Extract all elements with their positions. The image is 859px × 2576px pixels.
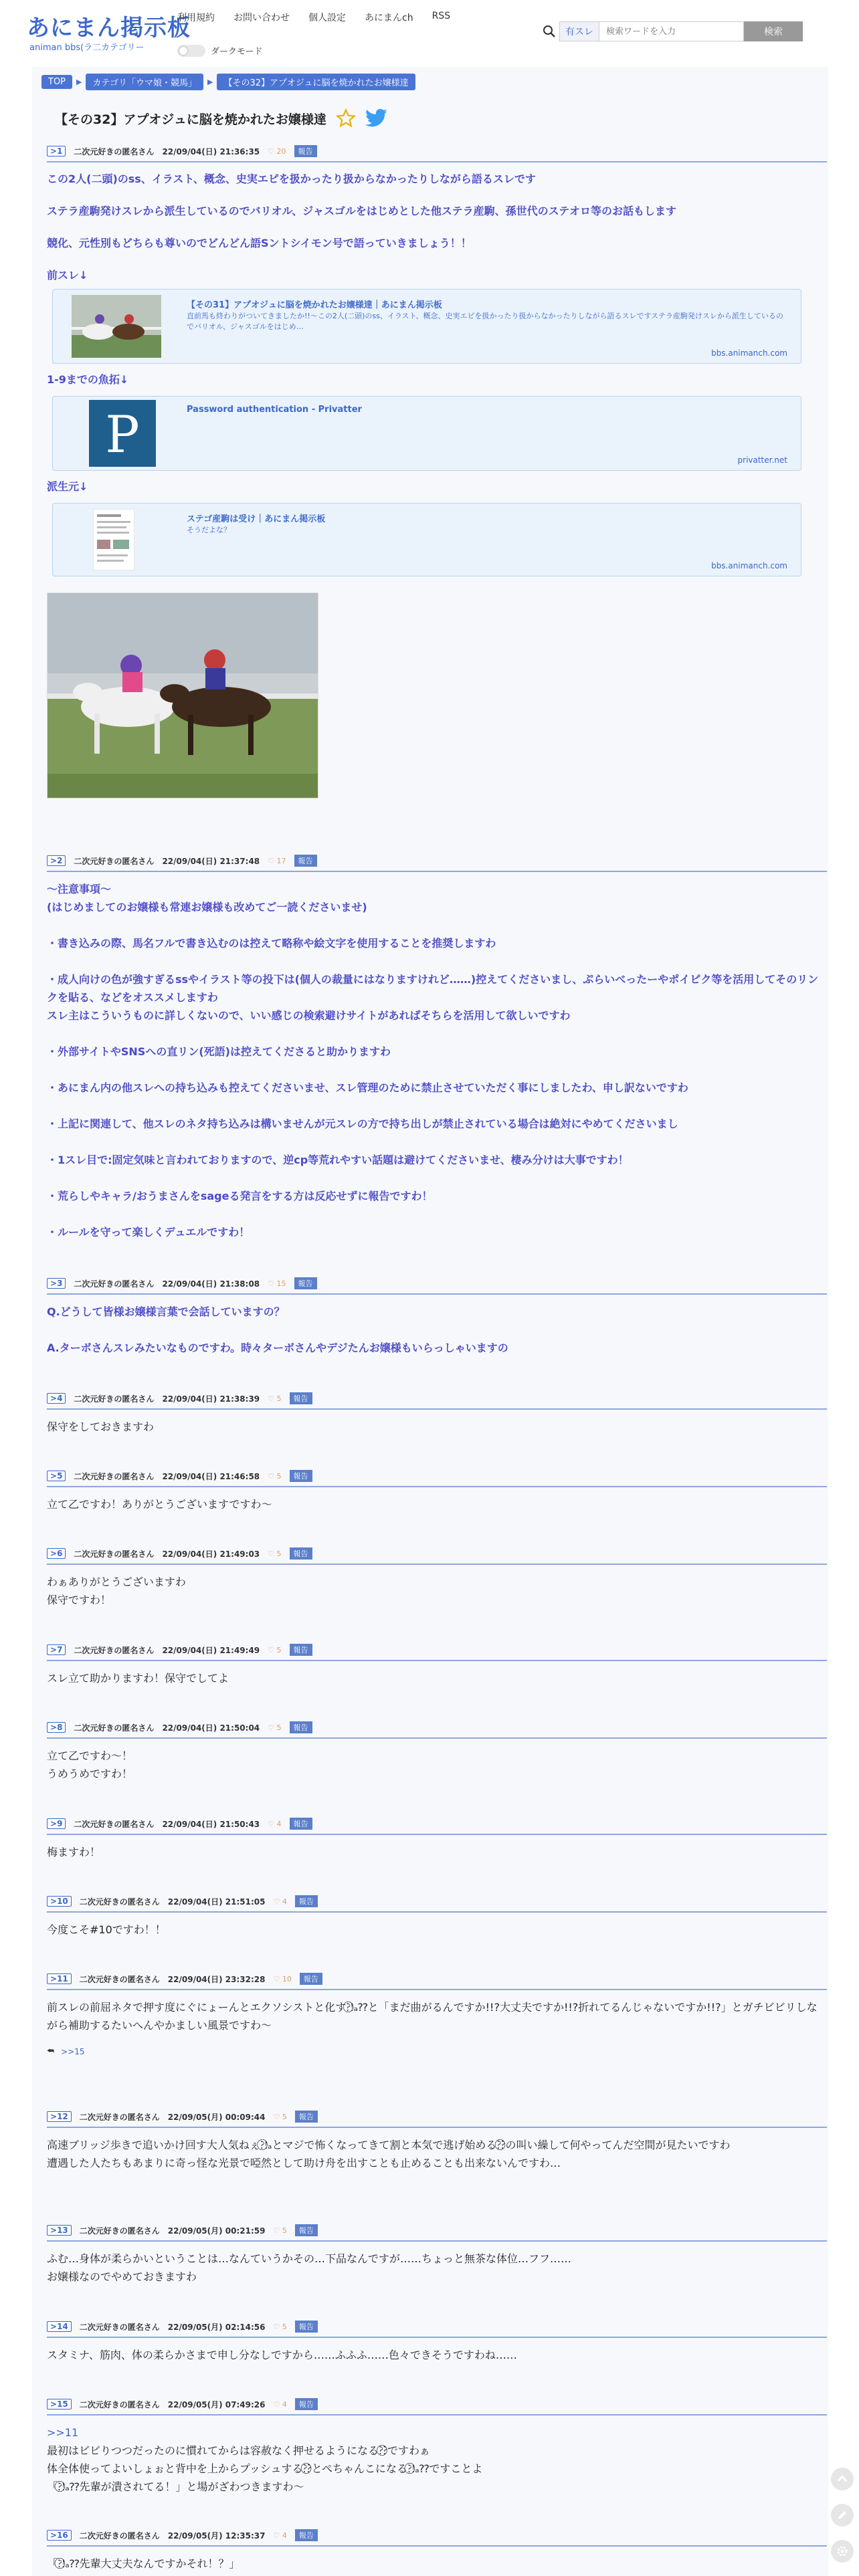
post-header bbox=[47, 1469, 827, 1487]
report-button[interactable]: 報告 bbox=[295, 2111, 318, 2123]
poster-name: 二次元好きの匿名さん bbox=[79, 2322, 160, 2332]
nav-animanch[interactable]: あにまんch bbox=[365, 13, 413, 23]
poster-name: 二次元好きの匿名さん bbox=[74, 856, 155, 866]
gear-icon bbox=[836, 2545, 849, 2558]
post-header bbox=[47, 1971, 827, 1990]
scroll-top-button[interactable] bbox=[831, 2468, 854, 2490]
like-button[interactable]: ♡ 5 bbox=[268, 1645, 282, 1654]
nav-rss[interactable]: RSS bbox=[432, 11, 451, 21]
res-number[interactable]: >13 bbox=[47, 2225, 72, 2236]
post-date: 22/09/05(月) 07:49:26 bbox=[167, 2399, 266, 2409]
post-body: 梅ますわ！ bbox=[47, 1846, 101, 1858]
post-date: 22/09/05(月) 00:21:59 bbox=[167, 2226, 266, 2236]
post-3 bbox=[47, 1276, 827, 1357]
res-number[interactable]: >5 bbox=[47, 1471, 66, 1481]
post-header bbox=[47, 1816, 827, 1835]
site-logo[interactable]: あにまん掲示板 bbox=[27, 15, 191, 41]
post-date: 22/09/04(日) 21:46:58 bbox=[162, 1471, 260, 1481]
poster-name: 二次元好きの匿名さん bbox=[74, 1819, 155, 1829]
post-header bbox=[47, 1546, 827, 1565]
report-button[interactable]: 報告 bbox=[295, 2529, 318, 2541]
res-number[interactable]: >10 bbox=[47, 1896, 72, 1907]
post-body: この2人(二頭)のss、イラスト、概念、史実エピを扱かったり扱からなかったりしながら語るスレです ステラ産駒発けスレから派生しているのでバリオル、ジャスゴルをはじめとした他ステラ産駒、孫世代のステオロ等のお話もします 競化、元性別もどちらも尊いのでどんどん語Sントシイモン号で語っていきましょう！！ 前スレ↓ bbox=[47, 173, 676, 282]
link-card-description: 直前馬も終わりがついてきましたか!!〜この2人(二頭)のss、イラスト、概念、史実エピを扱かったり扱からなかったりしながら語るスレですステラ産駒発けスレから派生しているのでバリオル、ジャスゴルをはじめ… bbox=[187, 312, 783, 331]
report-button[interactable]: 報告 bbox=[290, 1547, 312, 1560]
like-button[interactable]: ♡ 15 bbox=[268, 1279, 286, 1288]
poster-name: 二次元好きの匿名さん bbox=[74, 1549, 155, 1559]
post-header bbox=[47, 1276, 827, 1295]
search-bar bbox=[539, 21, 803, 41]
post-body: ふむ…身体が柔らかいということは…なんていうかその…下品なんですが……ちょっと無茶な体位…フフ…… お嬢様なのでやめておきますわ bbox=[47, 2252, 572, 2283]
res-number[interactable]: >7 bbox=[47, 1644, 66, 1655]
post-header bbox=[47, 2109, 827, 2128]
link-card-privatter[interactable] bbox=[52, 396, 801, 471]
post-body: 高速ブリッジ歩きで追いかけ回す大人気ねぇ⁈⃝⃝ₐとマジで怖くなってきて割と本気で逃げ始める⁇⃝⃝の叫い繰して何やってんだ空間が見たいですわ 遭遇した人たちもあまりに奇っ怪な光景で啞然として助け舟を出すことも止めることも出来ないんですわ… bbox=[47, 2139, 731, 2169]
link-card-prev-thread[interactable] bbox=[52, 289, 801, 364]
search-input[interactable] bbox=[599, 21, 744, 41]
poster-name: 二次元好きの匿名さん bbox=[74, 1471, 155, 1481]
link-card-url: privatter.net bbox=[737, 455, 787, 465]
report-button[interactable]: 報告 bbox=[295, 2321, 318, 2333]
post-date: 22/09/04(日) 21:37:48 bbox=[162, 856, 260, 866]
poster-name: 二次元好きの匿名さん bbox=[79, 2531, 160, 2541]
link-card-title: 【その31】アプオジュに脳を焼かれたお嬢様達｜あにまん掲示板 bbox=[187, 300, 442, 310]
like-button[interactable]: ♡ 17 bbox=[268, 856, 286, 865]
post-10 bbox=[47, 1894, 827, 1939]
post-date: 22/09/04(日) 21:49:49 bbox=[162, 1645, 260, 1655]
svg-text:P: P bbox=[105, 405, 140, 464]
res-number[interactable]: >11 bbox=[47, 1973, 72, 1984]
post-12 bbox=[47, 2109, 827, 2172]
post-7 bbox=[47, 1642, 827, 1687]
link-card-origin-thread[interactable] bbox=[52, 503, 801, 576]
post-header bbox=[47, 2319, 827, 2338]
dark-mode-control bbox=[177, 44, 262, 57]
res-number[interactable]: >3 bbox=[47, 1278, 66, 1289]
site-header bbox=[0, 0, 859, 64]
res-number[interactable]: >15 bbox=[47, 2399, 72, 2409]
reply-list bbox=[47, 2046, 827, 2056]
post-14 bbox=[47, 2319, 827, 2364]
post-body: 保守をしておきますわ bbox=[47, 1420, 155, 1433]
post-4 bbox=[47, 1391, 827, 1436]
poster-name: 二次元好きの匿名さん bbox=[74, 1645, 155, 1655]
poster-name: 二次元好きの匿名さん bbox=[74, 146, 155, 156]
link-card-description: そうだよな？ bbox=[187, 526, 231, 534]
post-date: 22/09/05(月) 12:35:37 bbox=[167, 2531, 266, 2541]
report-button[interactable]: 報告 bbox=[295, 2224, 318, 2236]
dark-mode-toggle[interactable] bbox=[177, 45, 205, 57]
report-button[interactable]: 報告 bbox=[290, 1721, 312, 1733]
res-number[interactable]: >14 bbox=[47, 2321, 72, 2332]
post-header bbox=[47, 1894, 827, 1913]
report-button[interactable]: 報告 bbox=[294, 855, 317, 867]
post-15 bbox=[47, 2397, 827, 2496]
post-2 bbox=[47, 853, 827, 1241]
site-logo-subtitle: animan bbs(ラ二カテゴリー bbox=[29, 43, 145, 53]
post-header bbox=[47, 144, 827, 163]
post-11 bbox=[47, 1971, 827, 2056]
like-button[interactable]: ♡ 4 bbox=[268, 1819, 282, 1828]
nav-terms[interactable]: 利用規約 bbox=[177, 13, 215, 23]
breadcrumb-category[interactable]: カテゴリ「ウマ娘・競馬」 bbox=[86, 74, 203, 90]
like-button[interactable]: ♡ 5 bbox=[268, 1723, 282, 1732]
report-button[interactable]: 報告 bbox=[295, 1895, 318, 1907]
post-body: 今度こそ#10ですわ！！ bbox=[47, 1923, 166, 1936]
res-number[interactable]: >4 bbox=[47, 1393, 66, 1404]
link-card-title: ステゴ産駒は受け｜あにまん掲示板 bbox=[187, 514, 326, 524]
thread-thumbnail bbox=[93, 509, 134, 570]
post-date: 22/09/04(日) 21:38:08 bbox=[162, 1279, 260, 1289]
post-1-horse-race-image[interactable] bbox=[47, 593, 318, 798]
like-button[interactable]: ♡ 4 bbox=[273, 2399, 287, 2409]
quote-link[interactable]: >>11 bbox=[47, 2426, 79, 2439]
report-button[interactable]: 報告 bbox=[300, 1973, 322, 1985]
report-button[interactable]: 報告 bbox=[294, 145, 317, 157]
post-6 bbox=[47, 1546, 827, 1609]
search-icon bbox=[539, 21, 559, 41]
report-button[interactable]: 報告 bbox=[290, 1644, 312, 1656]
poster-name: 二次元好きの匿名さん bbox=[79, 2112, 160, 2122]
res-number[interactable]: >16 bbox=[47, 2530, 72, 2541]
link-card-title: Password authentication - Privatter bbox=[187, 405, 362, 415]
horse-race-thumbnail bbox=[72, 295, 161, 358]
like-button[interactable]: ♡ 5 bbox=[273, 2322, 287, 2331]
poster-name: 二次元好きの匿名さん bbox=[79, 1974, 160, 1984]
post-body: >>11 最初はビビりつつだったのに慣れてからは容赦なく押せるようになる⁇⃝⃝ですわぁ 体全体使ってよいしょぉと背中を上からプッシュする⁇⃝⃝とぺちゃんこになる⁈⃝⃝ₐ⁇ですことよ 「⁈⃝⃝ₐ⁇先輩が潰されてる！」と場がざわつきますわ〜 bbox=[47, 2424, 827, 2496]
post-body: 〜注意事項〜 (はじめましてのお嬢様も常連お嬢様も改めてご一読くださいませ) ・書き込みの際、馬名フルで書き込むのは控えて略称や絵文字を使用することを推奨しますわ ・成人向けの色が強すぎるssやイラスト等の投下は(個人の裁量にはなりますけれど……)控えてくださいまし、ぷらいべったーやポイピク等を活用してそのリンクを貼る、などをオススメしますわ スレ主はこういうものに詳しくないので、いい感じの検索避けサイトがあればそちらを活用して欲しいですわ ・外部サイトやSNSへの直リン(死語)は控えてくださると助かりますわ ・あにまん内の他スレへの持ち込みも控えてくださいませ、スレ管理のために禁止させていただく事にしましたわ、申し訳ないですわ ・上記に関連して、他スレのネタ持ち込みは構いませんが元スレの方で持ち出しが禁止されている場合は絶対にやめてくださいまし ・1スレ目で:固定気味と言われておりますので、逆cp等荒れやすい話題は避けてくださいませ、棲み分けは大事ですわ！ ・荒らしやキャラ/おうまさんをsageる発言をする方は反応せずに報告ですわ！ ・ルールを守って楽しくデュエルですわ！ bbox=[47, 883, 819, 1239]
poster-name: 二次元好きの匿名さん bbox=[74, 1723, 155, 1733]
post-date: 22/09/04(日) 21:36:35 bbox=[162, 146, 260, 156]
like-button[interactable]: ♡ 10 bbox=[273, 1974, 292, 1983]
like-button[interactable]: ♡ 20 bbox=[268, 146, 286, 156]
like-button[interactable]: ♡ 5 bbox=[268, 1394, 282, 1403]
search-button[interactable]: 検索 bbox=[744, 21, 803, 41]
favorite-star-icon[interactable] bbox=[336, 108, 356, 128]
nav-contact[interactable]: お問い合わせ bbox=[233, 13, 290, 23]
report-button[interactable]: 報告 bbox=[294, 1277, 317, 1289]
settings-button[interactable] bbox=[831, 2540, 854, 2563]
post-body: 前スレの前屈ネタで押す度にぐにょーんとエクソシストと化す⁈⃝⃝ₐ⁇と「まだ曲がるんですか!!?大丈夫ですか!!?折れてるんじゃないですか!!?」とガチビビリしながら補助するたいへんやかましい風景ですわ〜 bbox=[47, 2001, 818, 2032]
post-date: 22/09/04(日) 21:49:03 bbox=[162, 1549, 260, 1559]
top-nav bbox=[177, 11, 450, 24]
post-13 bbox=[47, 2223, 827, 2286]
poster-name: 二次元好きの匿名さん bbox=[79, 2399, 160, 2409]
reply-arrow-icon: ⮪ bbox=[47, 2046, 55, 2056]
post-1 bbox=[47, 144, 827, 284]
privatter-logo-icon bbox=[89, 400, 156, 467]
report-button[interactable]: 報告 bbox=[290, 1470, 312, 1482]
page-title: 【その32】アプオジュに脳を焼かれたお嬢様達 bbox=[55, 112, 326, 127]
poster-name: 二次元好きの匿名さん bbox=[79, 1897, 160, 1907]
dark-mode-label: ダークモード bbox=[211, 47, 263, 57]
like-button[interactable]: ♡ 5 bbox=[273, 2226, 287, 2235]
res-number[interactable]: >2 bbox=[47, 855, 66, 866]
post-9 bbox=[47, 1816, 827, 1861]
res-number[interactable]: >8 bbox=[47, 1722, 66, 1733]
post-body: 立て乙ですわ〜！ うめうめですわ！ bbox=[47, 1749, 133, 1780]
post-header bbox=[47, 2223, 827, 2242]
post-8 bbox=[47, 1720, 827, 1783]
nav-settings[interactable]: 個人設定 bbox=[308, 13, 346, 23]
page-title-row bbox=[55, 108, 388, 128]
breadcrumb-thread[interactable]: 【その32】アプオジュに脳を焼かれたお嬢様達 bbox=[217, 74, 415, 90]
post-body: スタミナ、筋肉、体の柔らかさまで申し分なしですから……ふふふ……色々できそうですわね…… bbox=[47, 2349, 517, 2361]
search-type-select[interactable]: 有スレ bbox=[559, 21, 599, 41]
post-header bbox=[47, 2528, 827, 2547]
like-button[interactable]: ♡ 4 bbox=[273, 1897, 287, 1906]
like-button[interactable]: ♡ 5 bbox=[268, 1471, 282, 1481]
reply-link[interactable]: >>15 bbox=[61, 2046, 85, 2056]
res-number[interactable]: >9 bbox=[47, 1818, 66, 1829]
post-5 bbox=[47, 1469, 827, 1513]
post-body: 立て乙ですわ！ありがとうございますですわ〜 bbox=[47, 1498, 272, 1511]
post-body: Q.どうして皆様お嬢様言葉で会話していますの？ A.ターボさんスレみたいなものですわ。時々ターボさんやデジたんお嬢様もいらっしゃいますの bbox=[47, 1305, 508, 1354]
post-body: スレ立て助かりますわ！保守でしてよ bbox=[47, 1672, 229, 1685]
post-16 bbox=[47, 2528, 827, 2573]
post-date: 22/09/04(日) 21:38:39 bbox=[162, 1394, 260, 1404]
post-date: 22/09/04(日) 21:50:43 bbox=[162, 1819, 260, 1829]
post-body: 「⁈⃝⃝ₐ⁇先輩大丈夫なんですかそれ！？」 bbox=[47, 2557, 240, 2570]
res-number[interactable]: >1 bbox=[47, 146, 66, 156]
post-date: 22/09/04(日) 21:51:05 bbox=[167, 1897, 266, 1907]
post-date: 22/09/05(月) 00:09:44 bbox=[167, 2112, 266, 2122]
link-label-archive: 1-9までの魚拓↓ bbox=[47, 373, 129, 386]
report-button[interactable]: 報告 bbox=[290, 1392, 312, 1404]
post-header bbox=[47, 1642, 827, 1661]
post-header bbox=[47, 853, 827, 872]
post-date: 22/09/04(日) 23:32:28 bbox=[167, 1974, 266, 1984]
breadcrumb-separator-icon: ▶ bbox=[76, 78, 82, 86]
breadcrumb-top[interactable]: TOP bbox=[41, 75, 72, 89]
write-post-button[interactable] bbox=[831, 2504, 854, 2527]
link-card-url: bbs.animanch.com bbox=[711, 561, 787, 570]
breadcrumb-separator-icon: ▶ bbox=[207, 78, 213, 86]
report-button[interactable]: 報告 bbox=[290, 1818, 312, 1830]
post-date: 22/09/04(日) 21:50:04 bbox=[162, 1723, 260, 1733]
report-button[interactable]: 報告 bbox=[295, 2398, 318, 2410]
post-header bbox=[47, 1391, 827, 1410]
like-button[interactable]: ♡ 4 bbox=[273, 2531, 287, 2540]
breadcrumb bbox=[41, 74, 415, 90]
thread-main bbox=[32, 67, 828, 2576]
twitter-icon[interactable] bbox=[365, 108, 388, 128]
post-header bbox=[47, 1720, 827, 1739]
post-date: 22/09/05(月) 02:14:56 bbox=[167, 2322, 266, 2332]
link-label-origin: 派生元↓ bbox=[47, 480, 88, 493]
arrow-up-icon bbox=[836, 2473, 848, 2485]
res-number[interactable]: >12 bbox=[47, 2111, 72, 2122]
like-button[interactable]: ♡ 5 bbox=[273, 2112, 287, 2121]
pencil-icon bbox=[836, 2509, 848, 2521]
poster-name: 二次元好きの匿名さん bbox=[79, 2226, 160, 2236]
poster-name: 二次元好きの匿名さん bbox=[74, 1279, 155, 1289]
like-button[interactable]: ♡ 5 bbox=[268, 1549, 282, 1558]
link-card-url: bbs.animanch.com bbox=[711, 348, 787, 358]
post-header bbox=[47, 2397, 827, 2416]
res-number[interactable]: >6 bbox=[47, 1548, 66, 1559]
poster-name: 二次元好きの匿名さん bbox=[74, 1394, 155, 1404]
post-body: わぁありがとうございますわ 保守ですわ！ bbox=[47, 1576, 186, 1606]
